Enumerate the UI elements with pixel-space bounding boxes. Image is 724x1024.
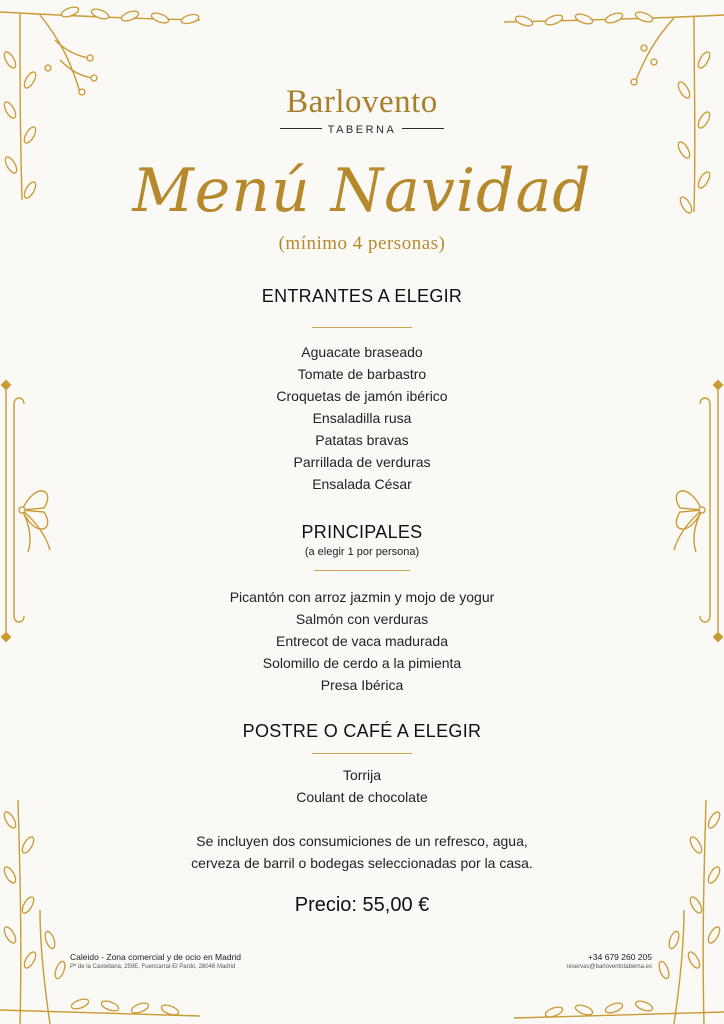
price: Precio: 55,00 € <box>294 894 430 916</box>
menu-item: Ensaladilla rusa <box>312 410 412 426</box>
section-divider <box>312 753 412 754</box>
menu-item: Tomate de barbastro <box>297 366 427 382</box>
brand-subtitle-text: TABERNA <box>327 124 397 136</box>
menu-item: Aguacate braseado <box>301 344 423 360</box>
footer-location-name: Caleido - Zona comercial y de ocio en Madrid <box>70 952 242 962</box>
menu-item: Coulant de chocolate <box>296 789 428 805</box>
footer-contact <box>567 952 652 970</box>
menu-item: Ensalada César <box>312 476 412 492</box>
section-note: (a elegir 1 por persona) <box>304 546 420 558</box>
menu-item: Entrecot de vaca madurada <box>276 633 448 649</box>
menu-item: Salmón con verduras <box>295 611 429 627</box>
menu-item: Presa Ibérica <box>320 677 404 693</box>
menu-item: Solomillo de cerdo a la pimienta <box>262 655 462 671</box>
menu-item: Croquetas de jamón ibérico <box>276 388 448 404</box>
menu-subtitle: (mínimo 4 personas) <box>278 233 446 254</box>
menu-item: Patatas bravas <box>315 432 409 448</box>
brand-name: Barlovento <box>286 84 438 120</box>
menu-title: Menú Navidad <box>132 156 592 226</box>
section-title-postre: POSTRE O CAFÉ A ELEGIR <box>242 721 482 741</box>
menu-item: Torrija <box>342 767 382 783</box>
footer-phone: +34 679 260 205 <box>587 952 652 962</box>
footer-address: Pº de la Castellana, 259E, Fuencarral-El Pardo, 28046 Madrid <box>70 964 236 970</box>
footer-location <box>70 952 241 970</box>
brand-subtitle <box>0 124 724 136</box>
footer-email: reservas@barloventotaberna.es <box>566 964 652 970</box>
section-title-entrantes: ENTRANTES A ELEGIR <box>261 286 463 306</box>
section-title-principales: PRINCIPALES <box>301 522 423 542</box>
menu-item: Parrillada de verduras <box>293 454 431 470</box>
includes-line: cerveza de barril o bodegas seleccionadas por la casa. <box>191 855 533 871</box>
includes-line: Se incluyen dos consumiciones de un refresco, agua, <box>196 833 528 849</box>
section-divider <box>314 570 410 571</box>
menu-item: Picantón con arroz jazmin y mojo de yogur <box>229 589 495 605</box>
section-divider <box>312 327 412 328</box>
